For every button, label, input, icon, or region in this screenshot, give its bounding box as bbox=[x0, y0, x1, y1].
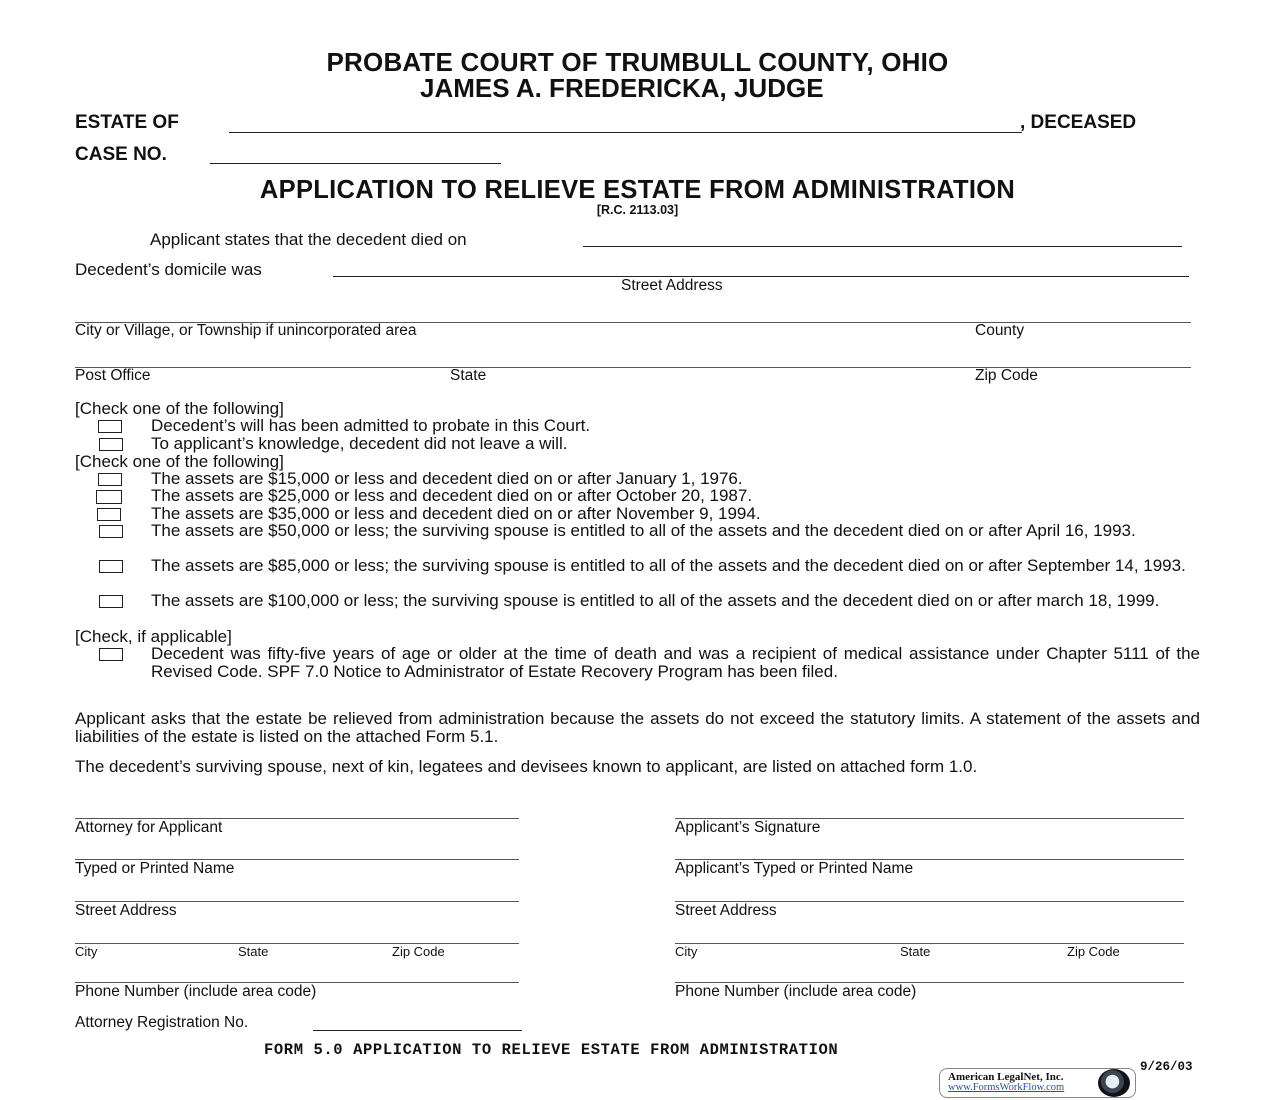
assets-85000-checkbox[interactable] bbox=[99, 560, 123, 573]
estate-label: ESTATE OF bbox=[75, 112, 179, 133]
will-section-heading: [Check one of the following] bbox=[75, 399, 284, 418]
estate-name-field[interactable] bbox=[229, 132, 1022, 133]
footer-form-label: FORM 5.0 APPLICATION TO RELIEVE ESTATE FROM ADMINISTRATION bbox=[264, 1041, 839, 1059]
attorney-name-caption: Typed or Printed Name bbox=[75, 860, 235, 877]
assets-50000-checkbox[interactable] bbox=[99, 525, 123, 538]
death-date-label: Applicant states that the decedent died on bbox=[150, 230, 467, 249]
case-number-label: CASE NO. bbox=[75, 144, 167, 165]
applicant-phone-caption: Phone Number (include area code) bbox=[675, 983, 917, 1000]
assets-85000-label: The assets are $85,000 or less; the surviving spouse is entitled to all of the assets and the decedent died on or after September 14, 1993. bbox=[151, 556, 1186, 575]
assets-25000-checkbox[interactable] bbox=[96, 490, 122, 504]
county-caption: County bbox=[975, 322, 1025, 339]
assets-15000-checkbox[interactable] bbox=[98, 473, 122, 486]
attorney-city-caption: City bbox=[75, 944, 98, 959]
publisher-url[interactable]: www.FormsWorkFlow.com bbox=[948, 1082, 1065, 1093]
street-address-caption: Street Address bbox=[621, 277, 723, 294]
will-admitted-checkbox[interactable] bbox=[98, 420, 122, 433]
relief-paragraph: Applicant asks that the estate be relieved from administration because the assets do not exceed the statutory limits. A statement of the assets and liabilities of the estate is listed on the attached Form 5.1. bbox=[75, 709, 1200, 746]
revision-date: 9/26/03 bbox=[1140, 1060, 1193, 1074]
applicant-street-caption: Street Address bbox=[675, 902, 777, 919]
domicile-label: Decedent’s domicile was bbox=[75, 260, 262, 279]
attorney-phone-caption: Phone Number (include area code) bbox=[75, 983, 317, 1000]
assets-100000-label: The assets are $100,000 or less; the surviving spouse is entitled to all of the assets and the decedent died on or after march 18, 1999. bbox=[151, 591, 1160, 610]
no-will-checkbox[interactable] bbox=[99, 438, 123, 451]
assets-50000-label: The assets are $50,000 or less; the surviving spouse is entitled to all of the assets and the decedent died on or after April 16, 1993. bbox=[151, 521, 1136, 540]
attorney-city-field[interactable] bbox=[75, 943, 519, 944]
assets-100000-checkbox[interactable] bbox=[99, 595, 123, 608]
assets-section-heading: [Check one of the following] bbox=[75, 452, 284, 471]
deceased-label: , DECEASED bbox=[1020, 112, 1137, 133]
statute-reference: [R.C. 2113.03] bbox=[596, 203, 679, 217]
applicant-city-caption: City bbox=[675, 944, 698, 959]
applicant-state-caption: State bbox=[900, 944, 931, 959]
domicile-street-field[interactable] bbox=[333, 276, 1189, 277]
attorney-registration-label: Attorney Registration No. bbox=[75, 1014, 249, 1031]
attorney-state-caption: State bbox=[238, 944, 269, 959]
attorney-street-caption: Street Address bbox=[75, 902, 177, 919]
will-admitted-label: Decedent’s will has been admitted to probate in this Court. bbox=[151, 416, 591, 435]
zip-caption: Zip Code bbox=[975, 367, 1038, 384]
applicant-zip-caption: Zip Code bbox=[1067, 944, 1120, 959]
assets-15000-label: The assets are $15,000 or less and decedent died on or after January 1, 1976. bbox=[151, 469, 743, 488]
post-office-caption: Post Office bbox=[75, 367, 151, 384]
publisher-name: American LegalNet, Inc. bbox=[948, 1071, 1064, 1083]
case-number-field[interactable] bbox=[210, 163, 501, 164]
attorney-registration-field[interactable] bbox=[313, 1030, 522, 1031]
state-caption: State bbox=[450, 367, 487, 384]
globe-icon bbox=[1098, 1069, 1130, 1097]
medical-assistance-checkbox[interactable] bbox=[99, 648, 123, 661]
publisher-logo[interactable] bbox=[939, 1068, 1136, 1098]
form-title: APPLICATION TO RELIEVE ESTATE FROM ADMINISTRATION bbox=[259, 176, 1016, 204]
assets-35000-checkbox[interactable] bbox=[97, 508, 121, 521]
applicant-signature-caption: Applicant’s Signature bbox=[675, 819, 821, 836]
assets-25000-label: The assets are $25,000 or less and decedent died on or after October 20, 1987. bbox=[151, 486, 753, 505]
assets-35000-label: The assets are $35,000 or less and decedent died on or after November 9, 1994. bbox=[151, 504, 761, 523]
city-caption: City or Village, or Township if unincorporated area bbox=[75, 322, 417, 339]
kin-paragraph: The decedent’s surviving spouse, next of kin, legatees and devisees known to applicant, are listed on attached form 1.0. bbox=[75, 757, 978, 776]
applicant-name-caption: Applicant’s Typed or Printed Name bbox=[675, 860, 914, 877]
medical-section-heading: [Check, if applicable] bbox=[75, 627, 232, 646]
judge-name: JAMES A. FREDERICKA, JUDGE bbox=[420, 73, 824, 103]
court-name: PROBATE COURT OF TRUMBULL COUNTY, OHIO bbox=[326, 47, 949, 77]
no-will-label: To applicant’s knowledge, decedent did not leave a will. bbox=[151, 434, 568, 453]
attorney-zip-caption: Zip Code bbox=[392, 944, 445, 959]
medical-assistance-label: Decedent was fifty-five years of age or older at the time of death and was a recipient of medical assistance under Chapter 5111 of the Revised Code. SPF 7.0 Notice to Administrator of Estate Recovery Program has been filed. bbox=[151, 644, 1200, 681]
attorney-signature-caption: Attorney for Applicant bbox=[75, 819, 223, 836]
death-date-field[interactable] bbox=[583, 246, 1182, 247]
